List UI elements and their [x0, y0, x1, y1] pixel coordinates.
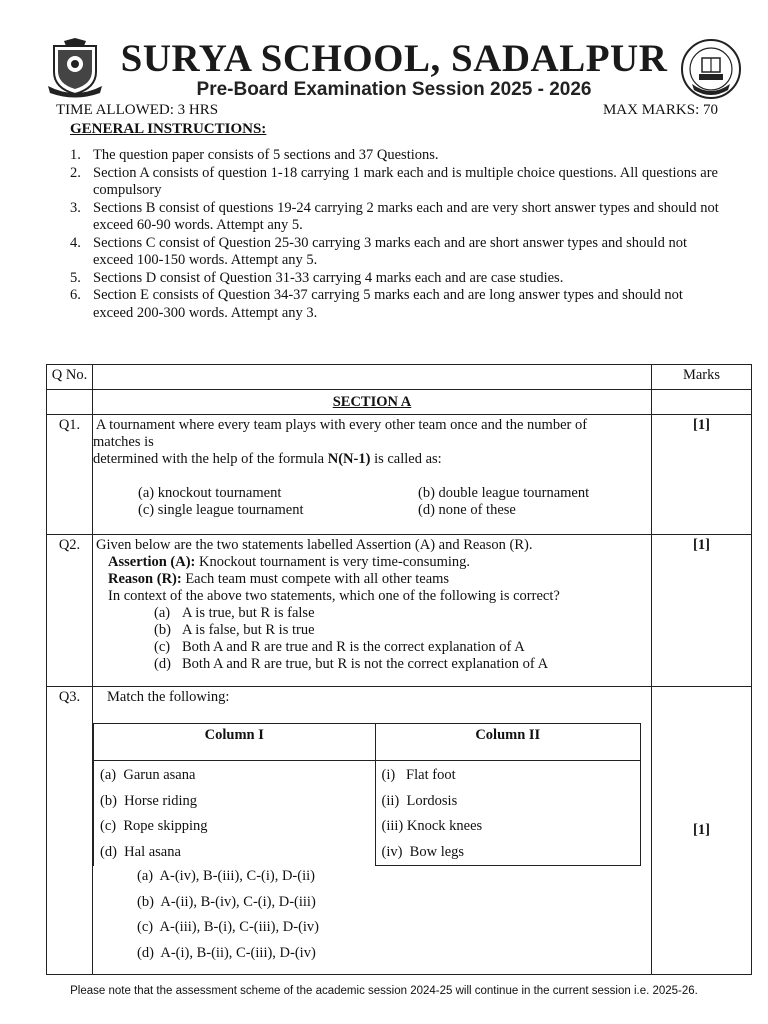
- option-b: (b) A-(ii), B-(iv), C-(i), D-(iii): [137, 893, 316, 910]
- column-ii-header: Column II: [375, 724, 641, 761]
- column-ii-items: (i) Flat foot (ii) Lordosis (iii) Knock knees (iv) Bow legs: [375, 761, 641, 866]
- section-row: [47, 390, 752, 415]
- instruction-item: 1. The question paper consists of 5 sections and 37 Questions.: [70, 147, 439, 163]
- column-i-header: Column I: [94, 724, 376, 761]
- q3-options: [93, 864, 651, 966]
- question-row-q2: [47, 535, 752, 687]
- question-table: [46, 364, 752, 975]
- option-d: (d) Both A and R are true, but R is not the correct explanation of A: [154, 656, 549, 672]
- general-instructions-heading: GENERAL INSTRUCTIONS:: [70, 121, 267, 137]
- school-name: SURYA SCHOOL, SADALPUR: [120, 37, 668, 80]
- question-marks: [1]: [652, 415, 752, 535]
- option-c: (c) A-(iii), B-(i), C-(iii), D-(iv): [137, 919, 320, 935]
- option-d: (d) none of these: [418, 502, 516, 518]
- option-a: (a) A-(iv), B-(iii), C-(i), D-(ii): [137, 868, 315, 884]
- q1-options: [138, 485, 651, 519]
- assessment-footer-note: Please note that the assessment scheme of the academic session 2024-25 will continue in the current session i.e. 2025-26.: [70, 985, 698, 997]
- question-marks: [1]: [652, 535, 752, 687]
- question-number: Q1.: [47, 415, 93, 535]
- option-b: (b) A is false, but R is true: [154, 622, 315, 638]
- option-c: (c) single league tournament: [138, 502, 304, 518]
- option-d: (d) A-(i), B-(ii), C-(iii), D-(iv): [137, 944, 316, 961]
- time-allowed: TIME ALLOWED: 3 HRS: [56, 102, 219, 118]
- question-row-q3: [47, 687, 752, 975]
- cbse-seal-logo: [680, 38, 742, 100]
- exam-session: Pre-Board Examination Session 2025 - 2026: [196, 79, 592, 100]
- match-table: [93, 723, 641, 866]
- school-crest-logo: [44, 38, 106, 100]
- option-c: (c) Both A and R are true and R is the correct explanation of A: [154, 639, 525, 655]
- instruction-item: 5. Sections D consist of Question 31-33 carrying 4 marks each and are case studies.: [70, 269, 564, 286]
- question-row-q1: [47, 415, 752, 535]
- question-body: Given below are the two statements labelled Assertion (A) and Reason (R). Assertion (A): Knockout tournament is very time-consuming. Reason (R): Each team must compete with all other teams In context of the above two statements, which one of the following is correct? (a) A is true, but R is false (b) A is false, but R is true (c) Both A and R are true and R is the correct explanation of A (d) Both A and R are true, but R is not the correct explanation of A: [93, 535, 652, 687]
- section-a-title: SECTION A: [93, 390, 652, 415]
- question-header: [93, 365, 652, 390]
- question-number: Q2.: [47, 535, 93, 687]
- option-a: (a) A is true, but R is false: [154, 605, 315, 621]
- column-i-items: (a) Garun asana (b) Horse riding (c) Rope skipping (d) Hal asana: [94, 761, 376, 866]
- instruction-item: 3. Sections B consist of questions 19-24 carrying 2 marks each and are very short answer types and should not exceed 60-90 words. Attempt any 5.: [70, 199, 719, 233]
- instruction-item: 2. Section A consists of question 1-18 carrying 1 mark each and is multiple choice questions. All questions are compulsory: [70, 164, 718, 198]
- instructions-list: [70, 147, 720, 322]
- qno-header: Q No.: [47, 365, 93, 390]
- max-marks: MAX MARKS: 70: [602, 102, 718, 118]
- instruction-item: 6. Section E consists of Question 34-37 carrying 5 marks each and are long answer types and should not exceed 200-300 words. Attempt any 3.: [70, 287, 683, 321]
- question-marks: [1]: [652, 687, 752, 975]
- marks-header: Marks: [652, 365, 752, 390]
- option-a: (a) knockout tournament: [138, 485, 282, 501]
- question-body: Match the following: Column I Column II (a) Garun asana (b) Horse riding (c) Rope skipping (d) Hal asana (i) Flat foot (ii) Lordosis (iii) Knock knees (iv) Bow legs (a) A-(iv), B-(iii), C-(i), D-(ii) (b) A-(ii), B-(iv), C-(i), D-(iii) (c) A-(iii), B-(i), C-(iii), D-(iv) (d) A-(i), B-(ii), C-(iii), D-(iv): [93, 687, 652, 975]
- instruction-item: 4. Sections C consist of Question 25-30 carrying 3 marks each and are short answer types and should not exceed 100-150 words. Attempt any 5.: [70, 234, 687, 268]
- paper-header: [0, 0, 768, 118]
- question-body: A tournament where every team plays with every other team once and the number of matches is determined with the help of the formula N(N-1) is called as: (a) knockout tournament (b) double league tournament (c) single league tournament (d) none of these: [93, 415, 652, 535]
- question-number: Q3.: [47, 687, 93, 975]
- table-header-row: [47, 365, 752, 390]
- option-b: (b) double league tournament: [418, 485, 590, 501]
